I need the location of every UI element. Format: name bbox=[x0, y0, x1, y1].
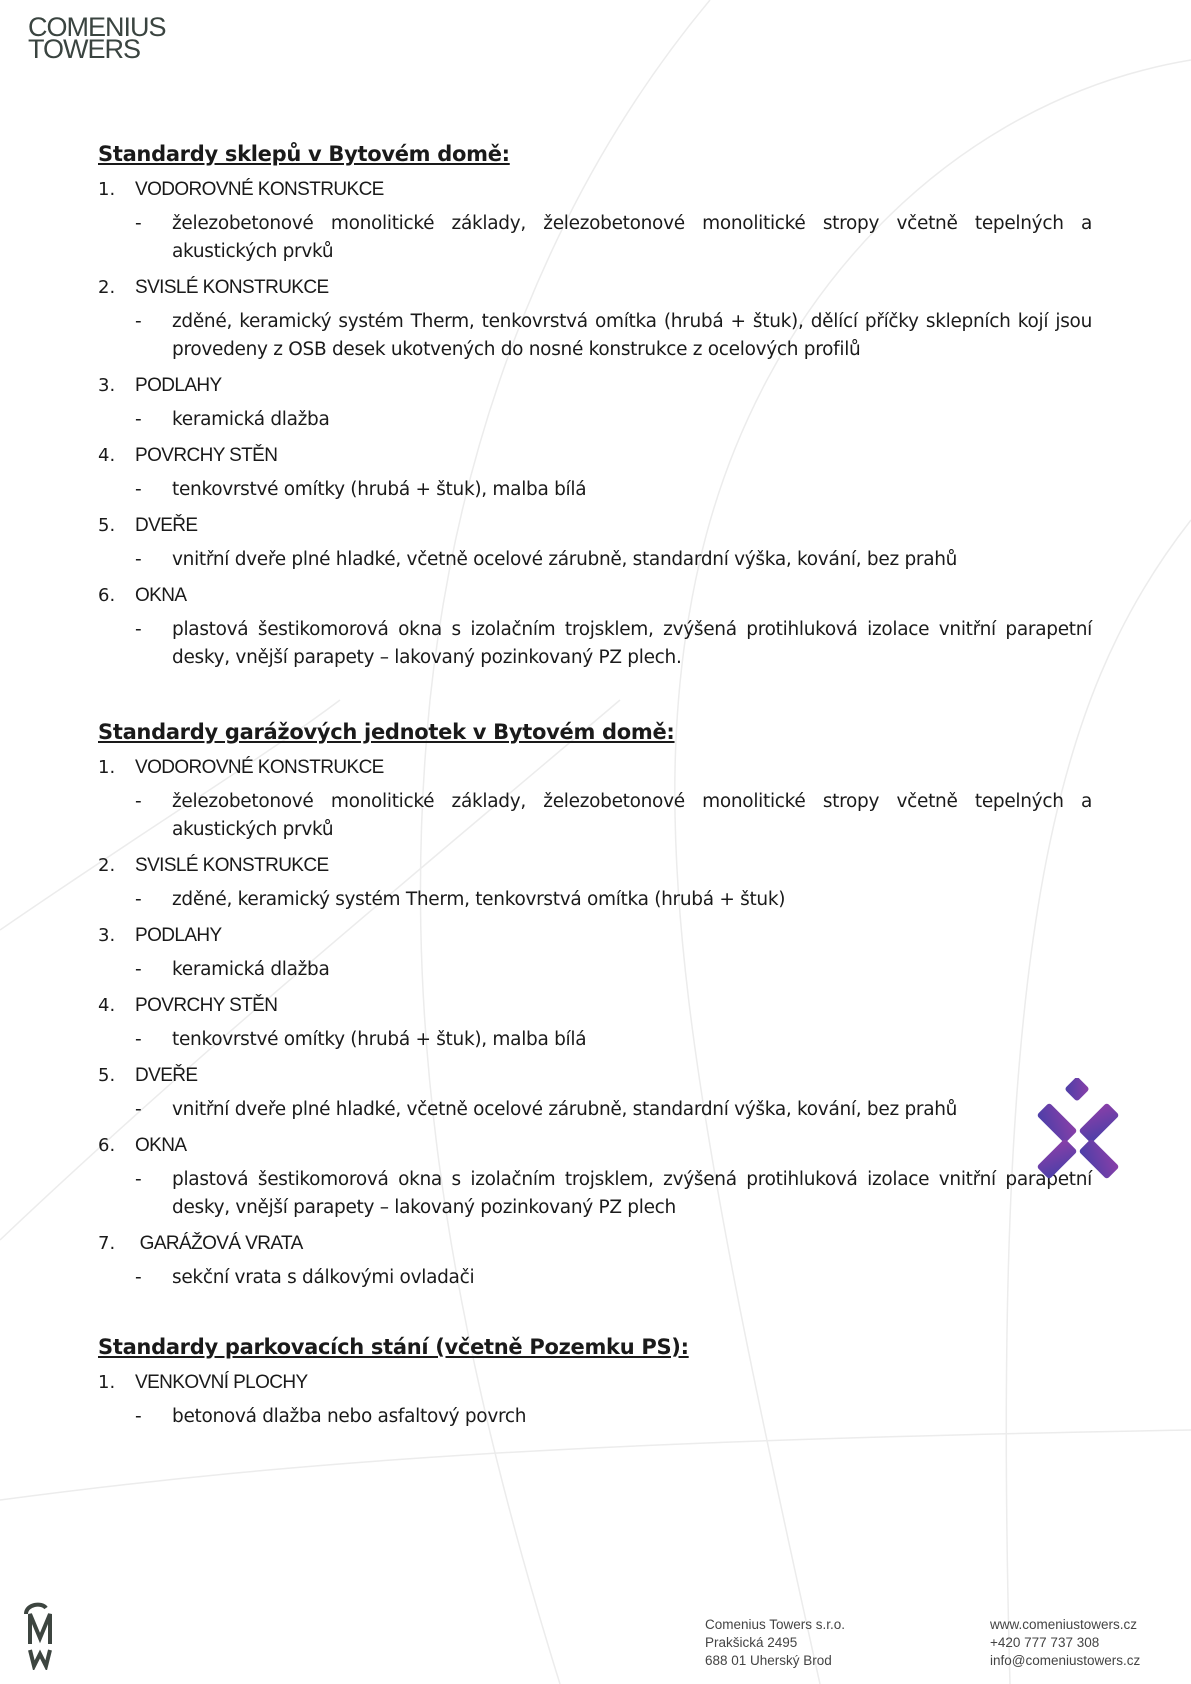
item-number: 6. bbox=[98, 585, 116, 606]
footer-address bbox=[705, 1616, 845, 1670]
item-number: 1. bbox=[98, 179, 116, 200]
dash-bullet: - bbox=[135, 1406, 142, 1427]
item-detail-text: keramická dlažba bbox=[172, 409, 330, 430]
item-detail-text: železobetonové monolitické základy, železobetonové monolitické stropy včetně tepelných a akustických prvků bbox=[172, 213, 1092, 262]
dash-bullet: - bbox=[135, 311, 142, 332]
item-detail bbox=[135, 207, 1092, 270]
section-parking bbox=[98, 1329, 1092, 1435]
item-detail-text: vnitřní dveře plné hladké, včetně ocelové zárubně, standardní výška, kování, bez prahů bbox=[172, 1099, 958, 1120]
footer-phone[interactable]: +420 777 737 308 bbox=[990, 1635, 1100, 1650]
section-cellars bbox=[98, 136, 1092, 676]
item-detail-text: plastová šestikomorová okna s izolačním trojsklem, zvýšená protihluková izolace vnitřní parapetní desky, vnější parapety – lakovaný pozinkovaný PZ plech. bbox=[172, 619, 1092, 668]
list-item bbox=[98, 1058, 1092, 1093]
dash-bullet: - bbox=[135, 1169, 142, 1190]
x-brand-mark-icon bbox=[1035, 1078, 1121, 1182]
item-detail-text: keramická dlažba bbox=[172, 959, 330, 980]
item-detail bbox=[135, 403, 1092, 438]
dash-bullet: - bbox=[135, 889, 142, 910]
item-title: PODLAHY bbox=[135, 375, 222, 396]
item-title: GARÁŽOVÁ VRATA bbox=[135, 1233, 303, 1254]
item-detail bbox=[135, 473, 1092, 508]
item-detail bbox=[135, 613, 1092, 676]
item-title: DVEŘE bbox=[135, 515, 198, 536]
item-detail bbox=[135, 1261, 1092, 1296]
item-number: 7. bbox=[98, 1233, 116, 1254]
item-title: SVISLÉ KONSTRUKCE bbox=[135, 277, 329, 298]
footer-company: Comenius Towers s.r.o. bbox=[705, 1617, 846, 1632]
item-detail bbox=[135, 1093, 1092, 1128]
list-item bbox=[98, 918, 1092, 953]
item-number: 5. bbox=[98, 1065, 116, 1086]
item-detail bbox=[135, 1400, 1092, 1435]
item-title: DVEŘE bbox=[135, 1065, 198, 1086]
dash-bullet: - bbox=[135, 549, 142, 570]
item-detail bbox=[135, 305, 1092, 368]
item-detail-text: betonová dlažba nebo asfaltový povrch bbox=[172, 1406, 527, 1427]
section-heading: Standardy parkovacích stání (včetně Pozemku PS): bbox=[98, 1335, 689, 1359]
item-title: POVRCHY STĚN bbox=[135, 995, 278, 1016]
item-number: 6. bbox=[98, 1135, 116, 1156]
section-garages bbox=[98, 714, 1092, 1296]
company-logo bbox=[28, 12, 178, 72]
spec-list bbox=[98, 750, 1092, 1296]
item-detail-text: zděné, keramický systém Therm, tenkovrstvá omítka (hrubá + štuk) bbox=[172, 889, 786, 910]
item-detail bbox=[135, 543, 1092, 578]
item-detail-text: vnitřní dveře plné hladké, včetně ocelové zárubně, standardní výška, kování, bez prahů bbox=[172, 549, 958, 570]
dash-bullet: - bbox=[135, 791, 142, 812]
list-item bbox=[98, 1226, 1092, 1261]
footer-monogram-logo bbox=[20, 1600, 60, 1670]
item-detail-text: sekční vrata s dálkovými ovladači bbox=[172, 1267, 475, 1288]
dash-bullet: - bbox=[135, 959, 142, 980]
footer-web-link[interactable]: www.comeniustowers.cz bbox=[990, 1617, 1138, 1632]
dash-bullet: - bbox=[135, 1099, 142, 1120]
list-item bbox=[98, 578, 1092, 613]
item-title: SVISLÉ KONSTRUKCE bbox=[135, 855, 329, 876]
item-title: VODOROVNÉ KONSTRUKCE bbox=[135, 757, 384, 778]
item-detail bbox=[135, 883, 1092, 918]
logo-line-1: COMENIUS bbox=[28, 12, 166, 42]
item-detail bbox=[135, 785, 1092, 848]
footer-contact bbox=[990, 1616, 1140, 1670]
list-item bbox=[98, 848, 1092, 883]
item-detail-text: železobetonové monolitické základy, železobetonové monolitické stropy včetně tepelných a akustických prvků bbox=[172, 791, 1092, 840]
item-number: 2. bbox=[98, 855, 116, 876]
item-number: 5. bbox=[98, 515, 116, 536]
spec-list bbox=[98, 1365, 1092, 1435]
footer-street: Prakšická 2495 bbox=[705, 1635, 798, 1650]
item-title: VENKOVNÍ PLOCHY bbox=[135, 1372, 308, 1393]
item-detail-text: zděné, keramický systém Therm, tenkovrstvá omítka (hrubá + štuk), dělící příčky sklepních kojí jsou provedeny z OSB desek ukotvených do nosné konstrukce z ocelových profilů bbox=[172, 311, 1092, 360]
item-detail bbox=[135, 1163, 1092, 1226]
list-item bbox=[98, 172, 1092, 207]
list-item bbox=[98, 1128, 1092, 1163]
item-title: OKNA bbox=[135, 1135, 187, 1156]
item-detail-text: tenkovrstvé omítky (hrubá + štuk), malba bílá bbox=[172, 479, 587, 500]
item-detail bbox=[135, 953, 1092, 988]
section-heading: Standardy sklepů v Bytovém domě: bbox=[98, 142, 510, 166]
list-item bbox=[98, 988, 1092, 1023]
item-detail bbox=[135, 1023, 1092, 1058]
dash-bullet: - bbox=[135, 409, 142, 430]
list-item bbox=[98, 1365, 1092, 1400]
item-number: 2. bbox=[98, 277, 116, 298]
item-number: 1. bbox=[98, 1372, 116, 1393]
item-number: 3. bbox=[98, 925, 116, 946]
dash-bullet: - bbox=[135, 479, 142, 500]
logo-line-2: TOWERS bbox=[28, 34, 141, 64]
spec-list bbox=[98, 172, 1092, 676]
item-title: POVRCHY STĚN bbox=[135, 445, 278, 466]
list-item bbox=[98, 368, 1092, 403]
footer-email-link[interactable]: info@comeniustowers.cz bbox=[990, 1653, 1141, 1668]
dash-bullet: - bbox=[135, 213, 142, 234]
footer-city: 688 01 Uherský Brod bbox=[705, 1653, 832, 1668]
list-item bbox=[98, 270, 1092, 305]
item-number: 4. bbox=[98, 445, 116, 466]
dash-bullet: - bbox=[135, 1029, 142, 1050]
item-title: PODLAHY bbox=[135, 925, 222, 946]
dash-bullet: - bbox=[135, 619, 142, 640]
item-detail-text: tenkovrstvé omítky (hrubá + štuk), malba bílá bbox=[172, 1029, 587, 1050]
list-item bbox=[98, 508, 1092, 543]
item-title: VODOROVNÉ KONSTRUKCE bbox=[135, 179, 384, 200]
section-heading: Standardy garážových jednotek v Bytovém domě: bbox=[98, 720, 675, 744]
document-body bbox=[98, 136, 1092, 1457]
item-title: OKNA bbox=[135, 585, 187, 606]
item-number: 4. bbox=[98, 995, 116, 1016]
dash-bullet: - bbox=[135, 1267, 142, 1288]
item-number: 1. bbox=[98, 757, 116, 778]
item-number: 3. bbox=[98, 375, 116, 396]
list-item bbox=[98, 750, 1092, 785]
list-item bbox=[98, 438, 1092, 473]
item-detail-text: plastová šestikomorová okna s izolačním trojsklem, zvýšená protihluková izolace vnitřní parapetní desky, vnější parapety – lakovaný pozinkovaný PZ plech bbox=[172, 1169, 1092, 1218]
